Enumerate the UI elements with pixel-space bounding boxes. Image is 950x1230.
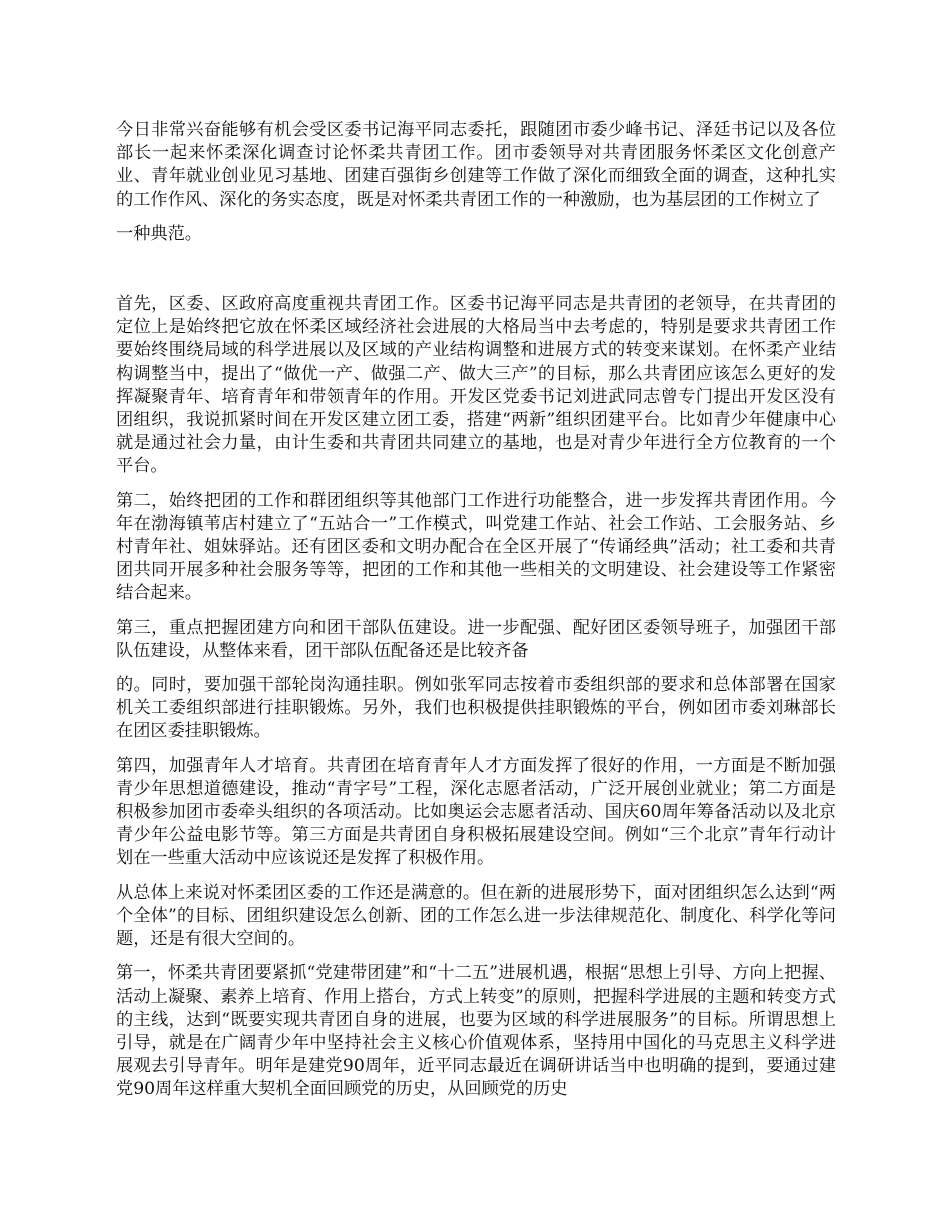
paragraph-third-point-continued: 的。同时，要加强干部轮岗沟通挂职。例如张军同志按着市委组织部的要求和总体部署在国家机关工委组织部进行挂职锻炼。另外，我们也积极提供挂职锻炼的平台，例如团市委刘琳部长在团区委挂职锻炼。: [116, 675, 836, 742]
paragraph-first-point: 首先，区委、区政府高度重视共青团工作。区委书记海平同志是共青团的老领导，在共青团的定位上是始终把它放在怀柔区域经济社会进展的大格局当中去考虑的，特别是要求共青团工作要始终围绕局域的科学进展以及区域的产业结构调整和进展方式的转变来谋划。在怀柔产业结构调整当中，提出了“做优一产、做强二产、做大三产”的目标，那么共青团应该怎么更好的发挥凝聚青年、培育青年和带领青年的作用。开发区党委书记刘进武同志曾专门提出开发区没有团组织，我说抓紧时间在开发区建立团工委，搭建“两新”组织团建平台。比如青少年健康中心就是通过社会力量，由计生委和共青团共同建立的基地，也是对青少年进行全方位教育的一个平台。: [116, 294, 836, 477]
document-body: [116, 119, 836, 1113]
paragraph-overall-assessment: 从总体上来说对怀柔团区委的工作还是满意的。但在新的进展形势下，面对团组织怎么达到“两个全体”的目标、团组织建设怎么创新、团的工作怎么进一步法律规范化、制度化、科学化等问题，还是有很大空间的。: [116, 882, 836, 950]
paragraph-fourth-point: 第四，加强青年人才培育。共青团在培育青年人才方面发挥了很好的作用，一方面是不断加强青少年思想道德建设，推动“青字号”工程，深化志愿者活动，广泛开展创业就业；第二方面是积极参加团市委牵头组织的各项活动。比如奥运会志愿者活动、国庆60周年筹备活动以及北京青少年公益电影节等。第三方面是共青团自身积极拓展建设空间。例如“三个北京”青年行动计划在一些重大活动中应该说还是发挥了积极作用。: [116, 755, 836, 869]
paragraph-intro-continued: 一种典范。: [116, 223, 202, 244]
paragraph-first-suggestion: 第一，怀柔共青团要紧抓“党建带团建”和“十二五”进展机遇，根据“思想上引导、方向上把握、活动上凝聚、素养上培育、作用上搭台，方式上转变”的原则，把握科学进展的主题和转变方式的主线，达到“既要实现共青团自身的进展，也要为区域的科学进展服务”的目标。所谓思想上引导，就是在广阔青少年中坚持社会主义核心价值观体系，坚持用中国化的马克思主义科学进展观去引导青年。明年是建党90周年，近平同志最近在调研讲话当中也明确的提到，要通过建党90周年这样重大契机全面回顾党的历史，从回顾党的历史: [116, 963, 836, 1100]
paragraph-second-point: 第二，始终把团的工作和群团组织等其他部门工作进行功能整合，进一步发挥共青团作用。今年在渤海镇苇店村建立了“五站合一”工作模式，叫党建工作站、社会工作站、工会服务站、乡村青年社、姐妹驿站。还有团区委和文明办配合在全区开展了“传诵经典”活动；社工委和共青团共同开展多种社会服务等等，把团的工作和其他一些相关的文明建设、社会建设等工作紧密结合起来。: [116, 490, 836, 604]
paragraph-third-point: 第三，重点把握团建方向和团干部队伍建设。进一步配强、配好团区委领导班子，加强团干部队伍建设，从整体来看，团干部队伍配备还是比较齐备: [116, 617, 836, 661]
paragraph-intro: 今日非常兴奋能够有机会受区委书记海平同志委托，跟随团市委少峰书记、泽廷书记以及各位部长一起来怀柔深化调查讨论怀柔共青团工作。团市委领导对共青团服务怀柔区文化创意产业、青年就业创业见习基地、团建百强街乡创建等工作做了深化而细致全面的调查，这种扎实的工作作风、深化的务实态度，既是对怀柔共青团工作的一种激励，也为基层团的工作树立了: [116, 120, 836, 210]
